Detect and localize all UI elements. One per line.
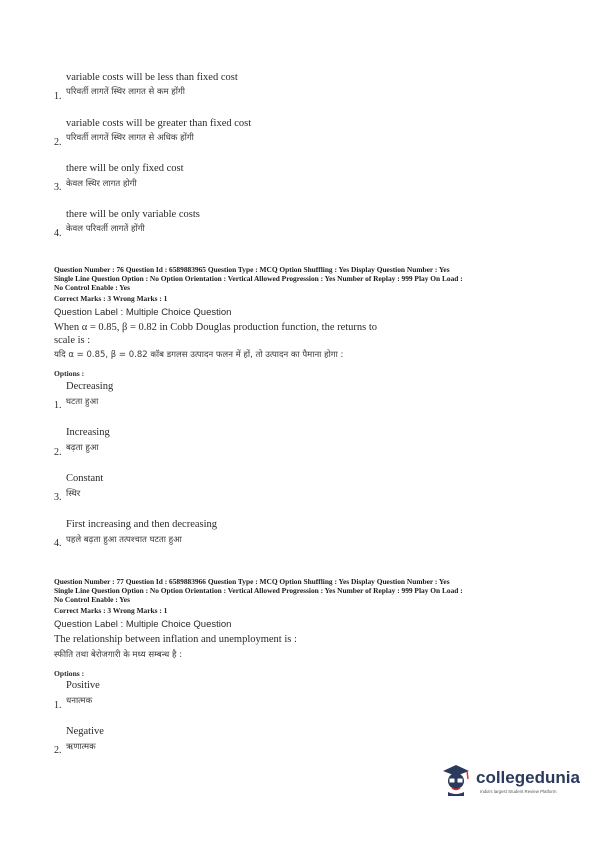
logo-tagline: India's largest Student Review Platform <box>480 789 557 794</box>
graduate-mascot-icon <box>440 762 472 796</box>
q76-option-4-en: First increasing and then decreasing <box>66 519 218 530</box>
q77-option-2-number: 2. <box>54 745 62 756</box>
q76-option-1-hi: घटता हुआ <box>66 397 99 407</box>
q76-option-4-number: 4. <box>54 538 62 549</box>
q77-meta-line3: No Control Enable : Yes <box>54 595 130 604</box>
q76-option-4-hi: पहले बढ़ता हुआ तत्पश्चात घटता हुआ <box>66 535 182 545</box>
q76-label: Question Label : Multiple Choice Question <box>54 307 232 318</box>
collegedunia-logo <box>440 762 580 802</box>
q76-option-1-en: Decreasing <box>66 381 114 392</box>
q76-text-en-line2: scale is : <box>54 335 91 346</box>
q76-option-2-number: 2. <box>54 447 62 458</box>
q77-label: Question Label : Multiple Choice Question <box>54 619 232 630</box>
prev-option-3-hi: केवल स्थिर लागत होगी <box>66 179 137 189</box>
q76-option-3-en: Constant <box>66 473 104 484</box>
prev-option-3-number: 3. <box>54 182 62 193</box>
prev-option-2-number: 2. <box>54 137 62 148</box>
q77-meta-line1: Question Number : 77 Question Id : 6589883966 Question Type : MCQ Option Shuffling : Yes Display Question Number : Yes <box>54 577 450 586</box>
q77-meta-line2: Single Line Question Option : No Option Orientation : Vertical Allowed Progression : Yes Number of Replay : 999 Play On Load : <box>54 586 463 595</box>
prev-option-4-hi: केवल परिवर्ती लागतें होंगी <box>66 224 145 234</box>
q76-options-heading: Options : <box>54 369 85 378</box>
q77-text-hi: स्फीति तथा बेरोजगारी के मध्य सम्बन्ध है : <box>54 650 183 660</box>
q76-option-3-hi: स्थिर <box>66 489 81 499</box>
q77-text-en: The relationship between inflation and unemployment is : <box>54 634 297 645</box>
q77-option-1-en: Positive <box>66 680 100 691</box>
q76-option-2-hi: बढ़ता हुआ <box>66 443 99 453</box>
q77-option-1-hi: धनात्मक <box>66 696 93 706</box>
prev-option-1-hi: परिवर्ती लागतें स्थिर लागत से कम होंगी <box>66 87 185 97</box>
q77-marks: Correct Marks : 3 Wrong Marks : 1 <box>54 606 168 615</box>
q76-meta-line1: Question Number : 76 Question Id : 6589883965 Question Type : MCQ Option Shuffling : Yes Display Question Number : Yes <box>54 265 450 274</box>
prev-option-1-number: 1. <box>54 91 62 102</box>
prev-option-2-hi: परिवर्ती लागतें स्थिर लागत से अधिक होंगी <box>66 133 194 143</box>
prev-option-2-en: variable costs will be greater than fixed cost <box>66 118 252 129</box>
prev-option-1-en: variable costs will be less than fixed cost <box>66 72 238 83</box>
prev-option-3-en: there will be only fixed cost <box>66 163 184 174</box>
q76-meta-line2: Single Line Question Option : No Option Orientation : Vertical Allowed Progression : Yes Number of Replay : 999 Play On Load : <box>54 274 463 283</box>
logo-wordmark: collegedunia <box>476 768 580 787</box>
q77-option-2-en: Negative <box>66 726 104 737</box>
q76-option-2-en: Increasing <box>66 427 110 438</box>
q76-text-en-line1: When α = 0.85, β = 0.82 in Cobb Douglas production function, the returns to <box>54 322 378 333</box>
q76-marks: Correct Marks : 3 Wrong Marks : 1 <box>54 294 168 303</box>
q76-text-hi: यदि α = 0.85, β = 0.82 कॉब डगलस उत्पादन फलन में हों, तो उत्पादन का पैमाना होगा : <box>54 350 344 360</box>
prev-option-4-en: there will be only variable costs <box>66 209 200 220</box>
q77-options-heading: Options : <box>54 669 85 678</box>
prev-option-4-number: 4. <box>54 228 62 239</box>
q77-option-1-number: 1. <box>54 700 62 711</box>
q77-option-2-hi: ऋणात्मक <box>66 742 96 752</box>
q76-option-1-number: 1. <box>54 400 62 411</box>
q76-meta-line3: No Control Enable : Yes <box>54 283 130 292</box>
q76-option-3-number: 3. <box>54 492 62 503</box>
